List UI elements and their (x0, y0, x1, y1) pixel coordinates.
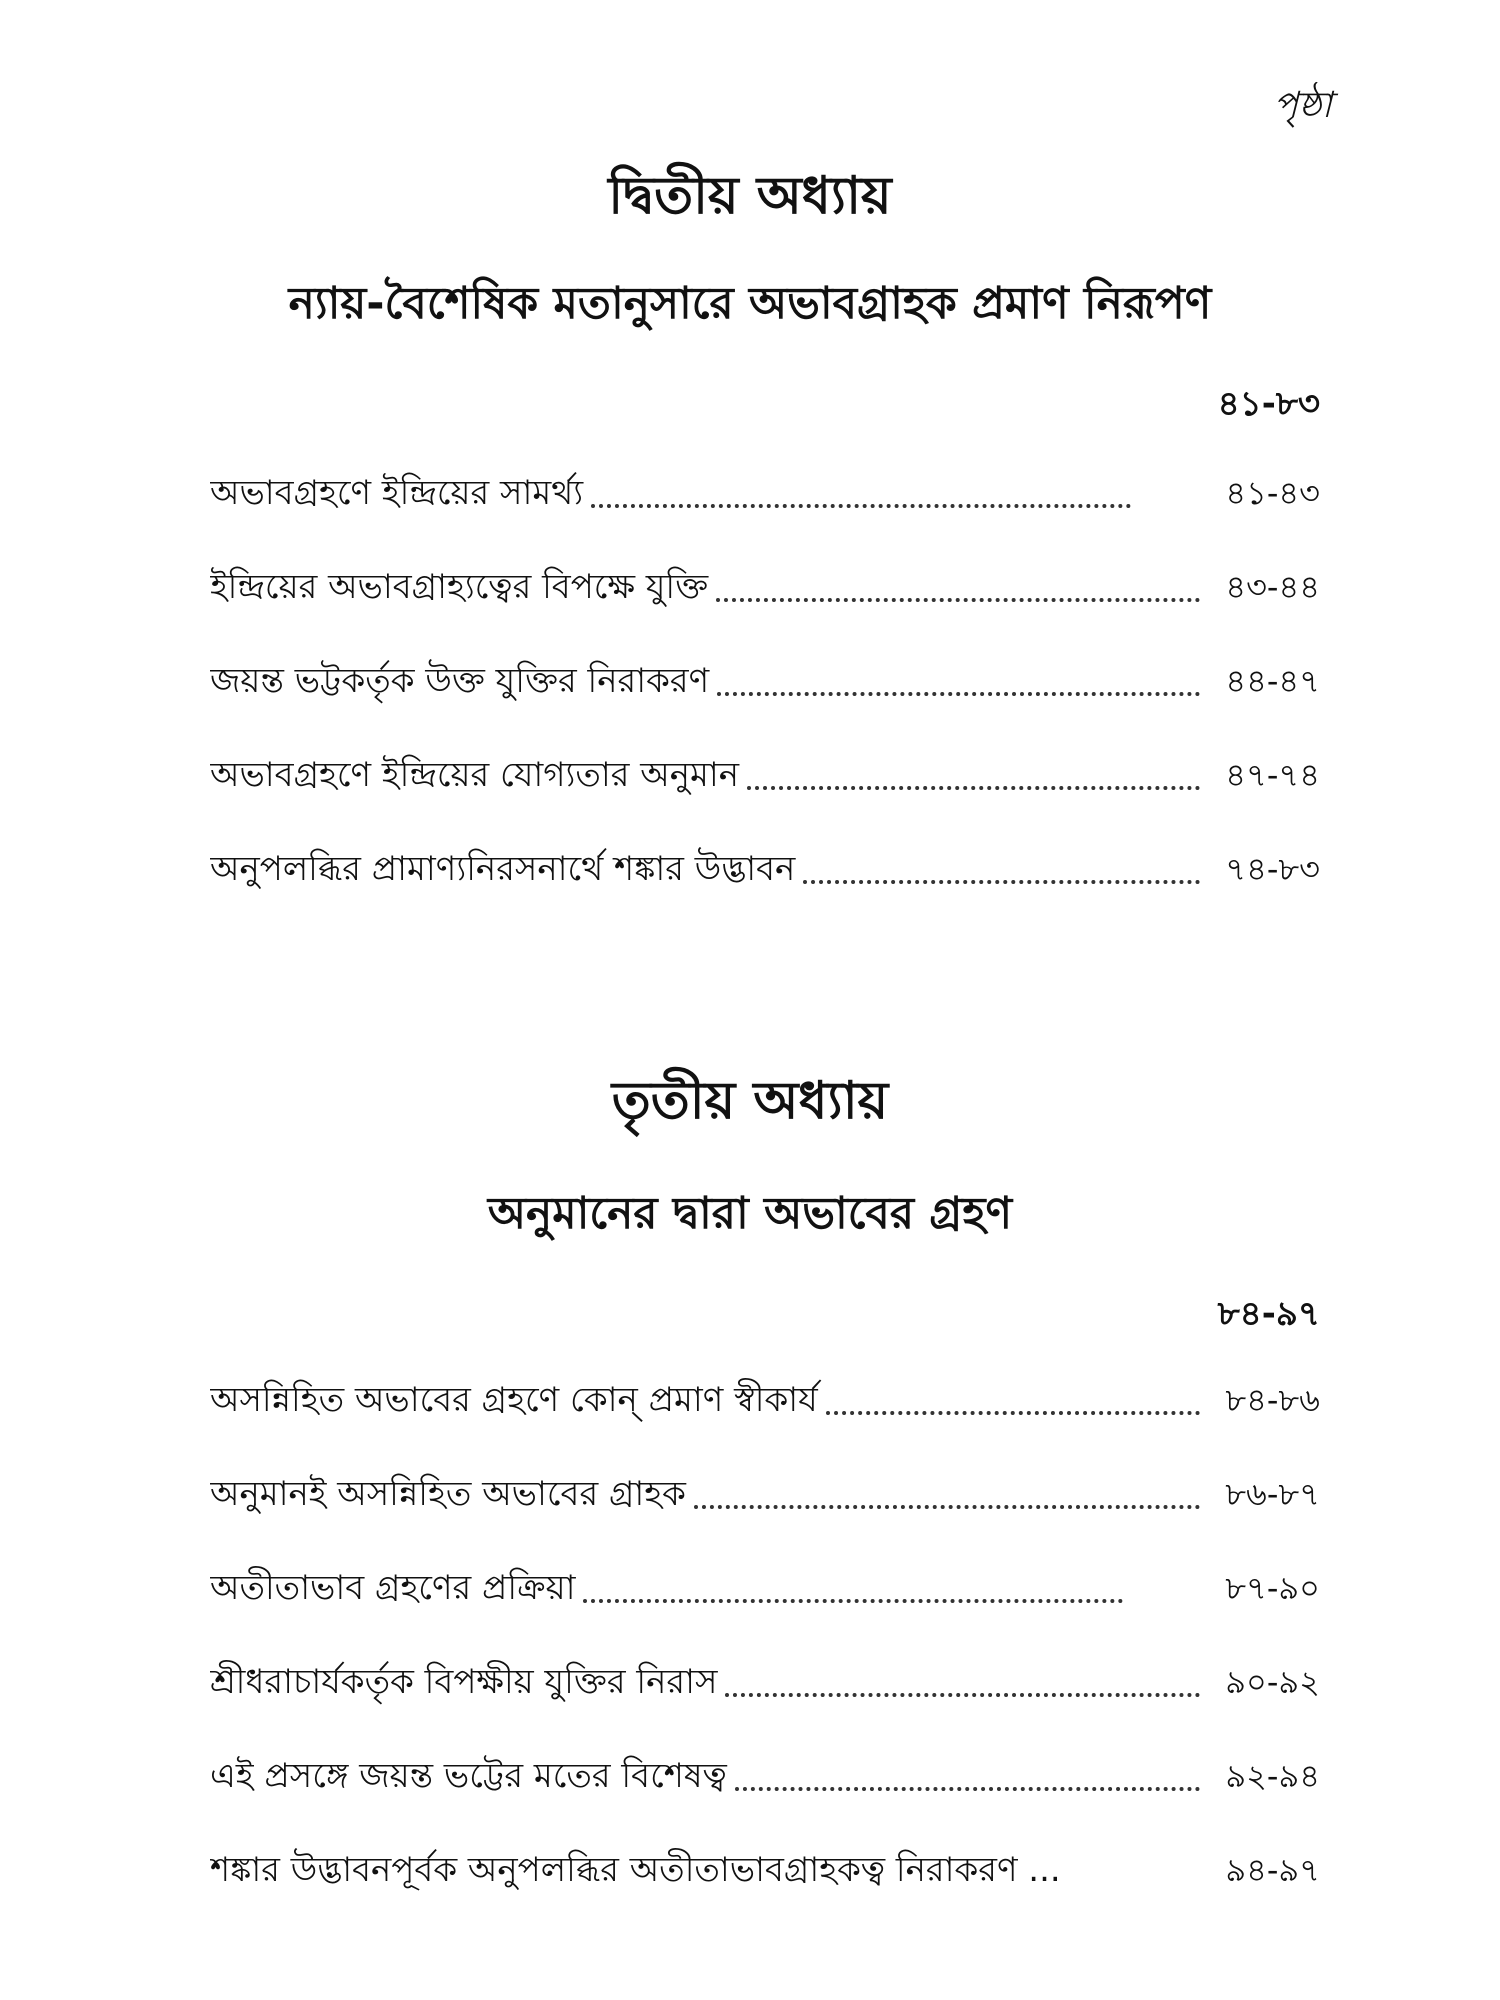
leader-dots (725, 1693, 1200, 1697)
toc-entry (210, 542, 1320, 636)
chapter-heading: দ্বিতীয় অধ্যায় (608, 166, 892, 226)
toc-entry-title: অভাবগ্রহণে ইন্দ্রিয়ের সামর্থ্য (210, 472, 584, 513)
toc-entry-title: শঙ্কার উদ্ভাবনপূর্বক অনুপলব্ধির অতীতাভাবগ্রাহকত্ব নিরাকরণ ... (210, 1849, 1061, 1890)
toc-entry-pages: ৯৪-৯৭ (1225, 1851, 1320, 1889)
toc-entry (210, 636, 1320, 730)
toc-entry-title: অভাবগ্রহণে ইন্দ্রিয়ের যোগ্যতার অনুমান (210, 754, 740, 795)
toc-entry (210, 824, 1320, 918)
toc-entry (210, 1637, 1320, 1731)
section-title: ন্যায়-বৈশেষিক মতানুসারে অভাবগ্রাহক প্রমাণ নিরূপণ (288, 278, 1212, 329)
toc-entry-pages: ৮৪-৮৬ (1225, 1381, 1320, 1419)
section-title: অনুমানের দ্বারা অভাবের গ্রহণ (487, 1188, 1013, 1239)
toc-entry (210, 730, 1320, 824)
toc-entry (210, 1449, 1320, 1543)
leader-dots (826, 1411, 1200, 1415)
leader-dots (735, 1787, 1200, 1791)
toc-entry-title: ইন্দ্রিয়ের অভাবগ্রাহ্যত্বের বিপক্ষে যুক্তি (210, 566, 709, 607)
toc-entry-pages: ৮৬-৮৭ (1225, 1475, 1320, 1513)
toc-entry-pages: ৯০-৯২ (1225, 1663, 1320, 1701)
leader-dots (694, 1505, 1200, 1509)
toc-entry-pages: ৯২-৯৪ (1225, 1757, 1320, 1795)
toc-entry-title: অনুমানই অসন্নিহিত অভাবের গ্রাহক (210, 1473, 686, 1514)
leader-dots (717, 692, 1200, 696)
toc-list (210, 448, 1320, 918)
toc-entry-title: অতীতাভাব গ্রহণের প্রক্রিয়া (210, 1567, 576, 1608)
toc-entry (210, 1731, 1320, 1825)
leader-dots (591, 504, 1131, 508)
toc-entry (210, 1355, 1320, 1449)
leader-dots (747, 786, 1200, 790)
section-page-range: ৪১-৮৩ (1217, 384, 1320, 424)
chapter-heading: তৃতীয় অধ্যায় (611, 1071, 889, 1131)
leader-dots (583, 1599, 1123, 1603)
page-label: পৃষ্ঠা (1273, 85, 1332, 126)
toc-list (210, 1355, 1320, 1919)
toc-entry-pages: ৪১-৪৩ (1225, 474, 1320, 512)
leader-dots (803, 880, 1200, 884)
toc-entry-title: অনুপলব্ধির প্রামাণ্যনিরসনার্থে শঙ্কার উদ্ভাবন (210, 848, 796, 889)
toc-entry-title: এই প্রসঙ্গে জয়ন্ত ভট্টের মতের বিশেষত্ব (210, 1755, 727, 1796)
toc-entry (210, 1543, 1320, 1637)
toc-entry-pages: ৪৭-৭৪ (1225, 756, 1320, 794)
toc-entry-pages: ৮৭-৯০ (1225, 1569, 1320, 1607)
toc-entry-pages: ৪৩-৪৪ (1225, 568, 1320, 606)
toc-entry-pages: ৭৪-৮৩ (1225, 850, 1320, 888)
toc-entry-title: অসন্নিহিত অভাবের গ্রহণে কোন্ প্রমাণ স্বীকার্য (210, 1379, 818, 1420)
leader-dots (716, 598, 1200, 602)
section-page-range: ৮৪-৯৭ (1217, 1294, 1320, 1334)
toc-entry (210, 448, 1320, 542)
toc-entry-pages: ৪৪-৪৭ (1225, 662, 1320, 700)
toc-entry-title: শ্রীধরাচার্যকর্তৃক বিপক্ষীয় যুক্তির নিরাস (210, 1661, 718, 1702)
toc-entry (210, 1825, 1320, 1919)
toc-entry-title: জয়ন্ত ভট্টকর্তৃক উক্ত যুক্তির নিরাকরণ (210, 660, 710, 701)
